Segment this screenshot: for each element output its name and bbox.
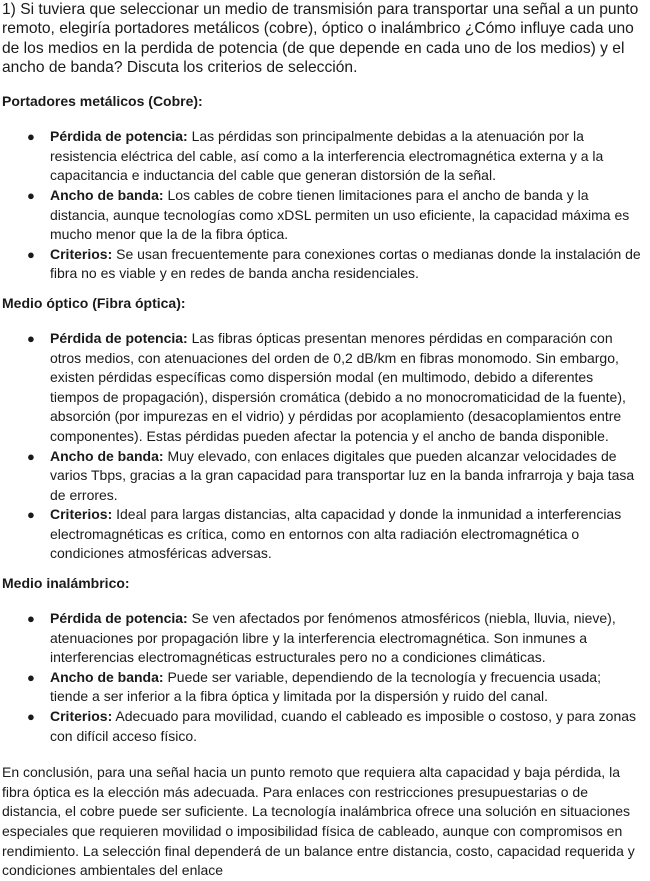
- bullet-list: [2, 127, 648, 284]
- bullet-list: [2, 609, 648, 746]
- bullet-icon: ●: [27, 187, 35, 203]
- section-optical: [2, 294, 648, 564]
- list-item: [2, 186, 648, 245]
- list-item: [2, 707, 648, 746]
- item-text: Puede ser variable, dependiendo de la tecnología y frecuencia usada; tiende a ser inferior a la fibra óptica y limitada por la dispersión y ruido del canal.: [50, 668, 601, 705]
- list-item: [2, 668, 648, 707]
- item-term: Pérdida de potencia:: [50, 610, 188, 627]
- item-term: Ancho de banda:: [50, 668, 164, 685]
- item-term: Pérdida de potencia:: [50, 329, 188, 346]
- question-text: 1) Si tuviera que seleccionar un medio de transmisión para transportar una señal a un punto remoto, elegiría portadores metálicos (cobre), óptico o inalámbrico ¿Cómo influye cada uno de los medios en la perdida de potencia (de que depende en cada uno de los medios) y el ancho de banda? Discuta los criterios de selección.: [2, 1, 639, 76]
- item-term: Ancho de banda:: [50, 186, 164, 203]
- list-item: [2, 609, 648, 668]
- section-heading: Portadores metálicos (Cobre):: [2, 93, 203, 110]
- section-heading: Medio inalámbrico:: [2, 575, 130, 592]
- item-term: Criterios:: [50, 708, 113, 725]
- item-text: Las pérdidas son principalmente debidas a la atenuación por la resistencia eléctrica del cable, así como a la interferencia electromagnética externa y a la capacitancia e inductancia del cable que generan distorsión de la señal.: [50, 128, 604, 184]
- item-term: Criterios:: [50, 245, 113, 262]
- bullet-icon: ●: [27, 507, 35, 523]
- bullet-icon: ●: [27, 246, 35, 262]
- item-text: Se usan frecuentemente para conexiones cortas o medianas donde la instalación de fibra no es viable y en redes de banda ancha residenciales.: [50, 245, 641, 282]
- list-item: [2, 505, 648, 564]
- bullet-icon: ●: [27, 709, 35, 725]
- item-text: Ideal para largas distancias, alta capacidad y donde la inmunidad a interferencias electromagnéticas es crítica, como en entornos con alta radiación electromagnética o condiciones atmosféricas adversas.: [50, 506, 622, 562]
- bullet-list: [2, 329, 648, 564]
- item-term: Pérdida de potencia:: [50, 128, 188, 145]
- list-item: [2, 329, 648, 447]
- section-wireless: [2, 574, 648, 746]
- section-copper: [2, 92, 648, 284]
- list-item: [2, 447, 648, 506]
- bullet-icon: ●: [27, 669, 35, 685]
- item-text: Muy elevado, con enlaces digitales que pueden alcanzar velocidades de varios Tbps, gracias a la gran capacidad para transportar luz en la banda infrarroja y baja tasa de errores.: [50, 447, 635, 503]
- bullet-icon: ●: [27, 129, 35, 145]
- item-text: Los cables de cobre tienen limitaciones para el ancho de banda y la distancia, aunque tecnologías como xDSL permiten un uso eficiente, la capacidad máxima es mucho menor que la de la fibra óptica.: [50, 186, 630, 243]
- item-text: Se ven afectados por fenómenos atmosféricos (niebla, lluvia, nieve), atenuaciones por propagación libre y la interferencia electromagnética. Son inmunes a interferencias electromagnéticas estructurales pero no a condiciones climáticas.: [50, 610, 616, 666]
- section-heading: Medio óptico (Fibra óptica):: [2, 294, 186, 311]
- item-text: Las fibras ópticas presentan menores pérdidas en comparación con otros medios, con atenuaciones del orden de 0,2 dB/km en fibras monomodo. Sin embargo, existen pérdidas específicas como dispersión modal (en multimodo, debido a diferentes tiempos de propagación), dispersión cromática (debido a no monocromaticidad de la fuente), absorción (por impurezas en el vidrio) y pérdidas por acoplamiento (desacoplamientos entre componentes). Estas pérdidas pueden afectar la potencia y el ancho de banda disponible.: [50, 329, 626, 444]
- list-item: [2, 245, 648, 284]
- conclusion-paragraph: En conclusión, para una señal hacia un punto remoto que requiera alta capacidad y baja pérdida, la fibra óptica es la elección más adecuada. Para enlaces con restricciones presupuestarias o de distancia, el cobre puede ser suficiente. La tecnología inalámbrica ofrece una solución en situaciones especiales que requieren movilidad o imposibilidad física de cableado, aunque con compromisos en rendimiento. La selección final dependerá de un balance entre distancia, costo, capacidad requerida y condiciones ambientales del enlace: [2, 764, 635, 879]
- item-term: Criterios:: [50, 506, 113, 523]
- bullet-icon: ●: [27, 448, 35, 464]
- bullet-icon: ●: [27, 330, 35, 346]
- bullet-icon: ●: [27, 611, 35, 627]
- list-item: [2, 127, 648, 186]
- item-text: Adecuado para movilidad, cuando el cableado es imposible o costoso, y para zonas con difícil acceso físico.: [50, 708, 637, 744]
- item-term: Ancho de banda:: [50, 447, 164, 464]
